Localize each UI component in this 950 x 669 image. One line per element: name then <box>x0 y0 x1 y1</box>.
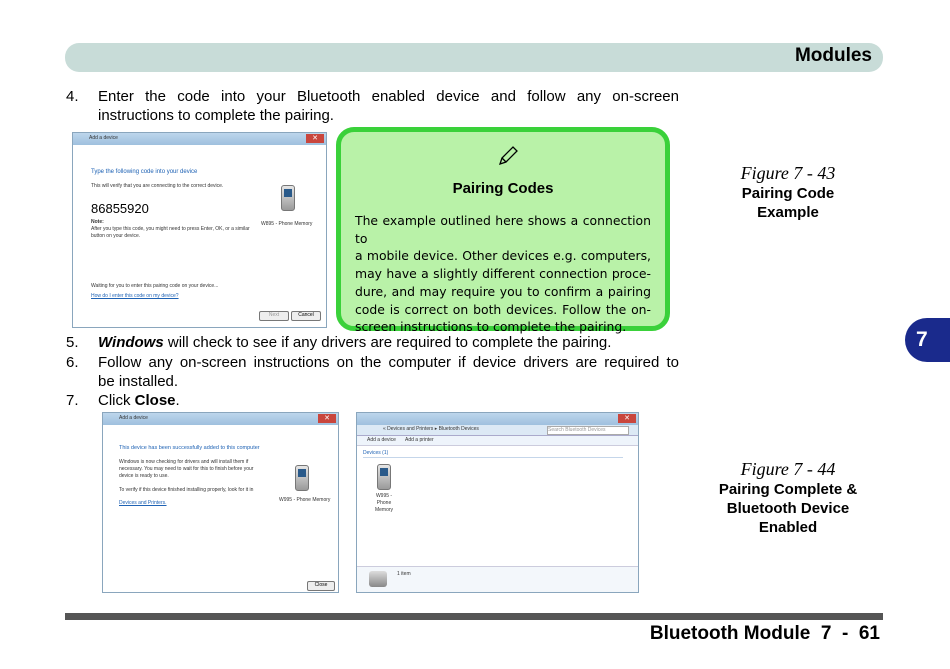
item-count: 1 item <box>397 571 411 577</box>
close-icon: ✕ <box>318 414 336 423</box>
next-button[interactable]: Next <box>259 311 289 321</box>
pairing-code-screenshot <box>72 132 327 328</box>
window-titlebar <box>357 413 638 425</box>
figure-caption-44 <box>708 458 868 537</box>
step-7 <box>66 391 679 410</box>
step-number: 5. <box>66 334 79 351</box>
step-number: 7. <box>66 392 79 409</box>
cancel-button[interactable]: Cancel <box>291 311 321 321</box>
add-device-button[interactable]: Add a device <box>367 437 396 443</box>
step-text: Enter the code into your Bluetooth enabled device and follow any on-screen <box>98 88 679 105</box>
step-text-cont: instructions to complete the pairing. <box>98 107 334 124</box>
step-text: Follow any on-screen instructions on the computer if device drivers are required to <box>98 354 679 371</box>
note-line: screen instructions to complete the pairing. <box>355 319 627 335</box>
figure-caption-43 <box>708 162 868 222</box>
step-text-cont: be installed. <box>98 373 179 390</box>
window-title: Add a device <box>119 415 148 421</box>
dialog-heading: This device has been successfully added to this computer <box>119 445 260 451</box>
note-line: a mobile device. Other devices e.g. computers, <box>355 248 651 264</box>
window-titlebar <box>103 413 338 425</box>
phone-icon <box>295 465 309 491</box>
phone-icon[interactable] <box>377 464 391 490</box>
search-input[interactable]: Search Bluetooth Devices <box>547 426 629 435</box>
footer-bar <box>65 613 883 620</box>
section-title: Modules <box>794 45 872 66</box>
note-text: After you type this code, you might need to press Enter, OK, or a similar button on your device. <box>91 226 250 239</box>
figure-title: Enabled <box>758 519 818 536</box>
pairing-code: 86855920 <box>91 201 149 216</box>
note-label: Note: <box>91 219 104 225</box>
toolbar <box>357 436 638 446</box>
close-button[interactable]: Close <box>307 581 335 591</box>
note-title: Pairing Codes <box>452 180 554 197</box>
dialog-subtext: This will verify that you are connecting to the correct device. <box>91 183 224 189</box>
chapter-tab <box>905 318 950 362</box>
address-bar <box>357 425 638 436</box>
figure-title: Pairing Complete & <box>718 481 858 498</box>
step-text: Click <box>98 392 135 409</box>
dialog-heading: Type the following code into your device <box>91 169 198 175</box>
dialog-text: To verify if this device finished installing properly, look for it in <box>119 487 254 493</box>
note-line: may have a slightly different connection proce- <box>355 266 651 282</box>
step-number: 4. <box>66 88 79 105</box>
step-4 <box>66 87 679 125</box>
step-number: 6. <box>66 354 79 371</box>
group-header: Devices (1) <box>363 450 389 456</box>
step-emphasis: Close <box>134 392 176 409</box>
window-title: Add a device <box>89 135 118 141</box>
step-emphasis: Windows <box>98 334 164 351</box>
step-6 <box>66 353 679 391</box>
bluetooth-devices-screenshot <box>356 412 639 593</box>
breadcrumb[interactable]: « Devices and Printers ▸ Bluetooth Devices <box>383 426 479 432</box>
device-name: W895 - Phone Memory <box>261 221 313 227</box>
pencil-icon <box>496 144 520 168</box>
phone-icon <box>281 185 295 211</box>
note-body <box>355 212 651 336</box>
chapter-number: 7 <box>916 328 928 351</box>
note-box <box>336 127 670 335</box>
help-link[interactable]: How do I enter this code on my device? <box>91 293 179 299</box>
step-5 <box>66 333 679 352</box>
dialog-text: Windows is now checking for drivers and will install them if necessary. You may need to wait for this to finish before your device is ready to use. <box>119 459 254 479</box>
close-icon: ✕ <box>618 414 636 423</box>
figure-title: Pairing Code <box>741 185 835 202</box>
group-divider <box>363 457 623 458</box>
step-text-end: . <box>175 392 180 409</box>
device-name[interactable]: W995 - Phone Memory <box>374 493 394 513</box>
note-line: The example outlined here shows a connection to <box>355 213 651 246</box>
close-icon: ✕ <box>306 134 324 143</box>
add-printer-button[interactable]: Add a printer <box>405 437 434 443</box>
devices-link[interactable]: Devices and Printers. <box>119 500 167 506</box>
figure-number: Figure 7 - 43 <box>740 163 836 183</box>
waiting-text: Waiting for you to enter this pairing code on your device... <box>91 283 219 289</box>
figure-title: Example <box>757 204 819 221</box>
window-titlebar <box>73 133 326 145</box>
figure-number: Figure 7 - 44 <box>740 459 836 479</box>
step-text: will check to see if any drivers are required to complete the pairing. <box>163 334 612 351</box>
camera-icon <box>369 571 387 587</box>
figure-title: Bluetooth Device <box>726 500 850 517</box>
note-line: code is correct on both devices. Follow the on- <box>355 301 651 317</box>
pairing-complete-screenshot <box>102 412 339 593</box>
note-line: dure, and may require you to confirm a pairing <box>355 283 651 299</box>
page-footer: Bluetooth Module 7 - 61 <box>649 623 880 644</box>
device-name: W995 - Phone Memory <box>279 497 331 503</box>
status-pane <box>357 566 638 593</box>
header-bar <box>65 43 883 72</box>
